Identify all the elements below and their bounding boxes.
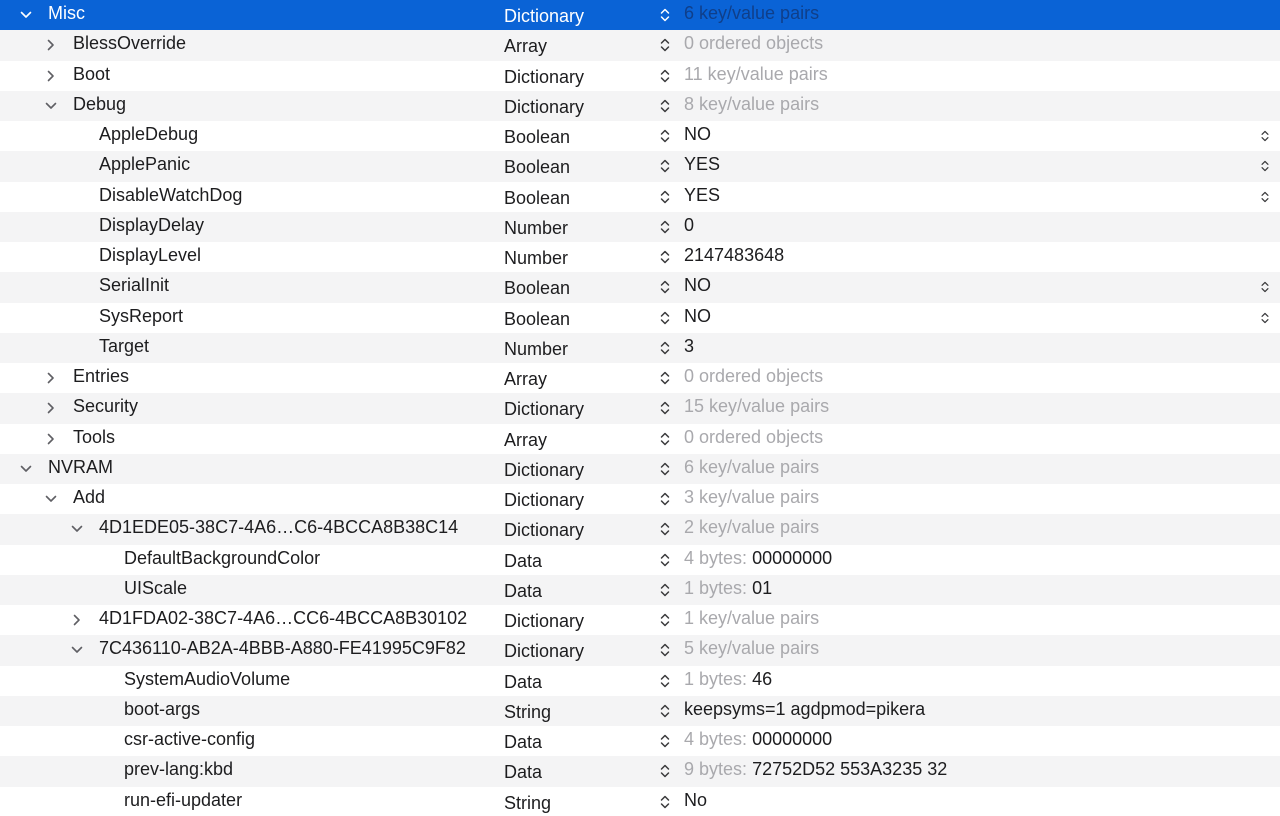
type-label[interactable]: Dictionary (504, 399, 585, 420)
key-label[interactable]: SystemAudioVolume (124, 668, 291, 689)
type-stepper-icon[interactable] (659, 516, 673, 542)
value-cell[interactable] (684, 151, 720, 177)
type-label[interactable]: Number (504, 217, 569, 238)
value-cell[interactable] (684, 242, 784, 268)
key-label[interactable]: Tools (73, 426, 116, 447)
type-label[interactable]: Dictionary (504, 520, 585, 541)
value-text[interactable]: NO (684, 124, 711, 144)
plist-row-displaylevel[interactable] (0, 242, 1280, 272)
value-cell[interactable] (684, 514, 819, 540)
value-text[interactable]: YES (684, 184, 721, 205)
value-summary: 4 bytes: (684, 729, 748, 749)
key-label[interactable]: DisplayLevel (99, 245, 202, 265)
value-text[interactable]: No (684, 789, 708, 810)
value-cell[interactable] (684, 424, 823, 450)
value-cell[interactable] (684, 787, 707, 813)
chevron-right-icon[interactable] (42, 393, 60, 423)
type-stepper-icon[interactable] (659, 63, 673, 89)
value-cell[interactable] (684, 696, 925, 722)
type-stepper-icon[interactable] (659, 184, 673, 210)
plist-row-defaultbackgroundcolor[interactable] (0, 545, 1280, 575)
type-stepper-icon[interactable] (659, 486, 673, 512)
value-summary: 15 key/value pairs (684, 396, 830, 417)
plist-row-nvram[interactable] (0, 454, 1280, 484)
type-stepper-icon[interactable] (659, 668, 673, 694)
key-label[interactable]: DisplayDelay (99, 214, 205, 235)
chevron-down-icon[interactable] (42, 484, 60, 514)
type-label[interactable]: Boolean (504, 157, 571, 178)
value-text[interactable]: 01 (752, 577, 773, 598)
key-label[interactable]: AppleDebug (99, 124, 199, 144)
type-stepper-icon[interactable] (659, 214, 673, 240)
value-cell[interactable] (684, 303, 711, 329)
value-summary: 3 key/value pairs (684, 487, 820, 507)
plist-row-debug[interactable] (0, 91, 1280, 121)
plist-row-prev-lang-kbd[interactable] (0, 756, 1280, 786)
key-label[interactable]: Boot (73, 63, 111, 84)
value-cell[interactable] (684, 272, 711, 298)
value-cell[interactable] (684, 726, 832, 752)
plist-row-boot[interactable] (0, 61, 1280, 91)
plist-row-misc[interactable] (0, 0, 1280, 30)
type-stepper-icon[interactable] (659, 728, 673, 754)
value-cell[interactable] (684, 61, 828, 87)
type-stepper-icon[interactable] (659, 153, 673, 179)
type-label[interactable]: Data (504, 550, 543, 571)
plist-row-appledebug[interactable] (0, 121, 1280, 151)
plist-row-tools[interactable] (0, 424, 1280, 454)
plist-row-boot-args[interactable] (0, 696, 1280, 726)
plist-row-target[interactable] (0, 333, 1280, 363)
value-text[interactable]: keepsyms=1 agdpmod=pikera (684, 698, 926, 719)
chevron-down-icon[interactable] (17, 0, 35, 30)
key-label[interactable]: 4D1EDE05-38C7-4A6…C6-4BCCA8B38C14 (99, 517, 459, 538)
boolean-popup-icon[interactable] (1260, 186, 1272, 208)
value-summary: 8 key/value pairs (684, 93, 820, 114)
type-stepper-icon[interactable] (659, 395, 673, 421)
value-text[interactable]: 46 (752, 668, 773, 689)
value-cell[interactable] (684, 575, 772, 601)
type-stepper-icon[interactable] (659, 274, 673, 300)
value-cell[interactable] (684, 212, 694, 238)
value-cell[interactable] (684, 545, 832, 571)
value-summary: 1 key/value pairs (684, 608, 820, 628)
key-label[interactable]: NVRAM (48, 456, 114, 477)
key-label[interactable]: run-efi-updater (124, 789, 243, 810)
boolean-popup-icon[interactable] (1260, 125, 1272, 147)
type-stepper-icon[interactable] (659, 244, 673, 270)
key-label[interactable]: SysReport (99, 305, 184, 326)
type-label[interactable]: Dictionary (504, 490, 585, 510)
plist-row-run-efi-updater[interactable] (0, 787, 1280, 816)
type-stepper-icon[interactable] (659, 32, 673, 58)
type-label[interactable]: Boolean (504, 278, 571, 299)
type-stepper-icon[interactable] (659, 2, 673, 28)
value-cell[interactable] (684, 182, 720, 208)
key-label[interactable]: Entries (73, 366, 130, 386)
plist-row-entries[interactable] (0, 363, 1280, 393)
value-summary: 11 key/value pairs (684, 63, 828, 84)
value-text[interactable]: 0 (684, 214, 695, 235)
key-label[interactable]: Add (73, 487, 106, 507)
chevron-right-icon[interactable] (68, 605, 86, 635)
type-label[interactable]: Boolean (504, 127, 571, 147)
boolean-popup-icon[interactable] (1260, 307, 1272, 329)
plist-row-systemaudiovolume[interactable] (0, 666, 1280, 696)
type-label[interactable]: Array (504, 36, 548, 57)
value-summary: 2 key/value pairs (684, 517, 820, 538)
key-label[interactable]: BlessOverride (73, 33, 187, 54)
chevron-right-icon[interactable] (42, 424, 60, 454)
plist-row-serialinit[interactable] (0, 272, 1280, 302)
type-label[interactable]: Dictionary (504, 611, 585, 631)
value-summary: 0 ordered objects (684, 33, 824, 54)
key-label[interactable]: Security (73, 396, 139, 417)
boolean-popup-icon[interactable] (1260, 155, 1272, 177)
key-label[interactable]: UIScale (124, 577, 188, 598)
value-cell[interactable] (684, 393, 829, 419)
type-label[interactable]: Data (504, 580, 543, 601)
type-label[interactable]: Boolean (504, 308, 571, 329)
value-text[interactable]: 2147483648 (684, 245, 785, 265)
value-cell[interactable] (684, 756, 947, 782)
value-text[interactable]: YES (684, 154, 721, 175)
value-summary: 9 bytes: (684, 759, 748, 780)
type-label[interactable]: Dictionary (504, 641, 585, 662)
type-stepper-icon[interactable] (659, 456, 673, 482)
chevron-right-icon[interactable] (42, 363, 60, 393)
type-stepper-icon[interactable] (659, 123, 673, 149)
key-label[interactable]: Debug (73, 93, 127, 114)
key-label[interactable]: 4D1FDA02-38C7-4A6…CC6-4BCCA8B30102 (99, 608, 468, 628)
type-label[interactable]: Dictionary (504, 96, 585, 117)
key-label[interactable]: DisableWatchDog (99, 184, 243, 205)
plist-row-uiscale[interactable] (0, 575, 1280, 605)
value-cell[interactable] (684, 605, 819, 631)
type-stepper-icon[interactable] (659, 758, 673, 784)
type-label[interactable]: Dictionary (504, 6, 585, 26)
value-summary: 5 key/value pairs (684, 638, 820, 659)
key-label[interactable]: boot-args (124, 698, 201, 719)
key-label[interactable]: prev-lang:kbd (124, 759, 234, 780)
value-text[interactable]: NO (684, 305, 711, 326)
type-stepper-icon[interactable] (659, 93, 673, 119)
value-cell[interactable] (684, 666, 772, 692)
plist-row-4d1fda02-38c7-4a6-cc6-4bcca8b30102[interactable] (0, 605, 1280, 635)
type-label[interactable]: Array (504, 429, 548, 450)
value-cell[interactable] (684, 0, 819, 26)
value-cell[interactable] (684, 30, 823, 56)
type-stepper-icon[interactable] (659, 789, 673, 815)
value-summary: 6 key/value pairs (684, 3, 820, 23)
type-label[interactable]: Dictionary (504, 459, 585, 480)
key-label[interactable]: SerialInit (99, 275, 170, 296)
value-text[interactable]: 00000000 (752, 547, 833, 568)
value-summary: 0 ordered objects (684, 426, 824, 447)
chevron-down-icon[interactable] (68, 635, 86, 665)
type-stepper-icon[interactable] (659, 547, 673, 573)
type-stepper-icon[interactable] (659, 607, 673, 633)
type-stepper-icon[interactable] (659, 637, 673, 663)
type-label[interactable]: Array (504, 369, 548, 389)
value-text[interactable]: 72752D52 553A3235 32 (752, 759, 948, 780)
value-summary: 1 bytes: (684, 668, 748, 689)
plist-row-7c436110-ab2a-4bbb-a880-fe41995c9f82[interactable] (0, 635, 1280, 665)
type-stepper-icon[interactable] (659, 335, 673, 361)
value-text[interactable]: 3 (684, 335, 695, 356)
value-summary: 1 bytes: (684, 577, 748, 598)
value-summary: 4 bytes: (684, 547, 748, 568)
plist-row-add[interactable] (0, 484, 1280, 514)
chevron-right-icon[interactable] (42, 61, 60, 91)
plist-row-applepanic[interactable] (0, 151, 1280, 181)
key-label[interactable]: Target (99, 335, 150, 356)
chevron-down-icon[interactable] (42, 91, 60, 121)
value-cell[interactable] (684, 484, 819, 510)
chevron-right-icon[interactable] (42, 30, 60, 60)
type-label[interactable]: Data (504, 671, 543, 692)
key-label[interactable]: ApplePanic (99, 154, 191, 175)
value-cell[interactable] (684, 635, 819, 661)
key-label[interactable]: csr-active-config (124, 729, 256, 749)
type-stepper-icon[interactable] (659, 426, 673, 452)
type-label[interactable]: Number (504, 248, 569, 268)
type-label[interactable]: Dictionary (504, 66, 585, 87)
value-cell[interactable] (684, 454, 819, 480)
type-label[interactable]: Data (504, 762, 543, 783)
plist-row-sysreport[interactable] (0, 303, 1280, 333)
value-summary: 6 key/value pairs (684, 456, 820, 477)
type-label[interactable]: Number (504, 338, 569, 359)
value-cell[interactable] (684, 91, 819, 117)
key-label[interactable]: Misc (48, 3, 85, 23)
type-stepper-icon[interactable] (659, 305, 673, 331)
plist-row-4d1ede05-38c7-4a6-c6-4bcca8b38c14[interactable] (0, 514, 1280, 544)
key-label[interactable]: 7C436110-AB2A-4BBB-A880-FE41995C9F82 (99, 638, 466, 659)
type-stepper-icon[interactable] (659, 365, 673, 391)
type-label[interactable]: String (504, 701, 552, 722)
type-stepper-icon[interactable] (659, 577, 673, 603)
plist-row-csr-active-config[interactable] (0, 726, 1280, 756)
plist-row-disablewatchdog[interactable] (0, 182, 1280, 212)
type-stepper-icon[interactable] (659, 698, 673, 724)
plist-row-security[interactable] (0, 393, 1280, 423)
value-cell[interactable] (684, 363, 823, 389)
type-label[interactable]: Boolean (504, 187, 571, 208)
value-summary: 0 ordered objects (684, 366, 824, 386)
value-text[interactable]: 00000000 (752, 729, 833, 749)
chevron-down-icon[interactable] (17, 454, 35, 484)
plist-row-blessoverride[interactable] (0, 30, 1280, 60)
plist-row-displaydelay[interactable] (0, 212, 1280, 242)
type-label[interactable]: String (504, 792, 552, 813)
value-text[interactable]: NO (684, 275, 711, 296)
key-label[interactable]: DefaultBackgroundColor (124, 547, 321, 568)
value-cell[interactable] (684, 333, 694, 359)
boolean-popup-icon[interactable] (1260, 276, 1272, 298)
type-label[interactable]: Data (504, 732, 543, 752)
value-cell[interactable] (684, 121, 711, 147)
chevron-down-icon[interactable] (68, 514, 86, 544)
